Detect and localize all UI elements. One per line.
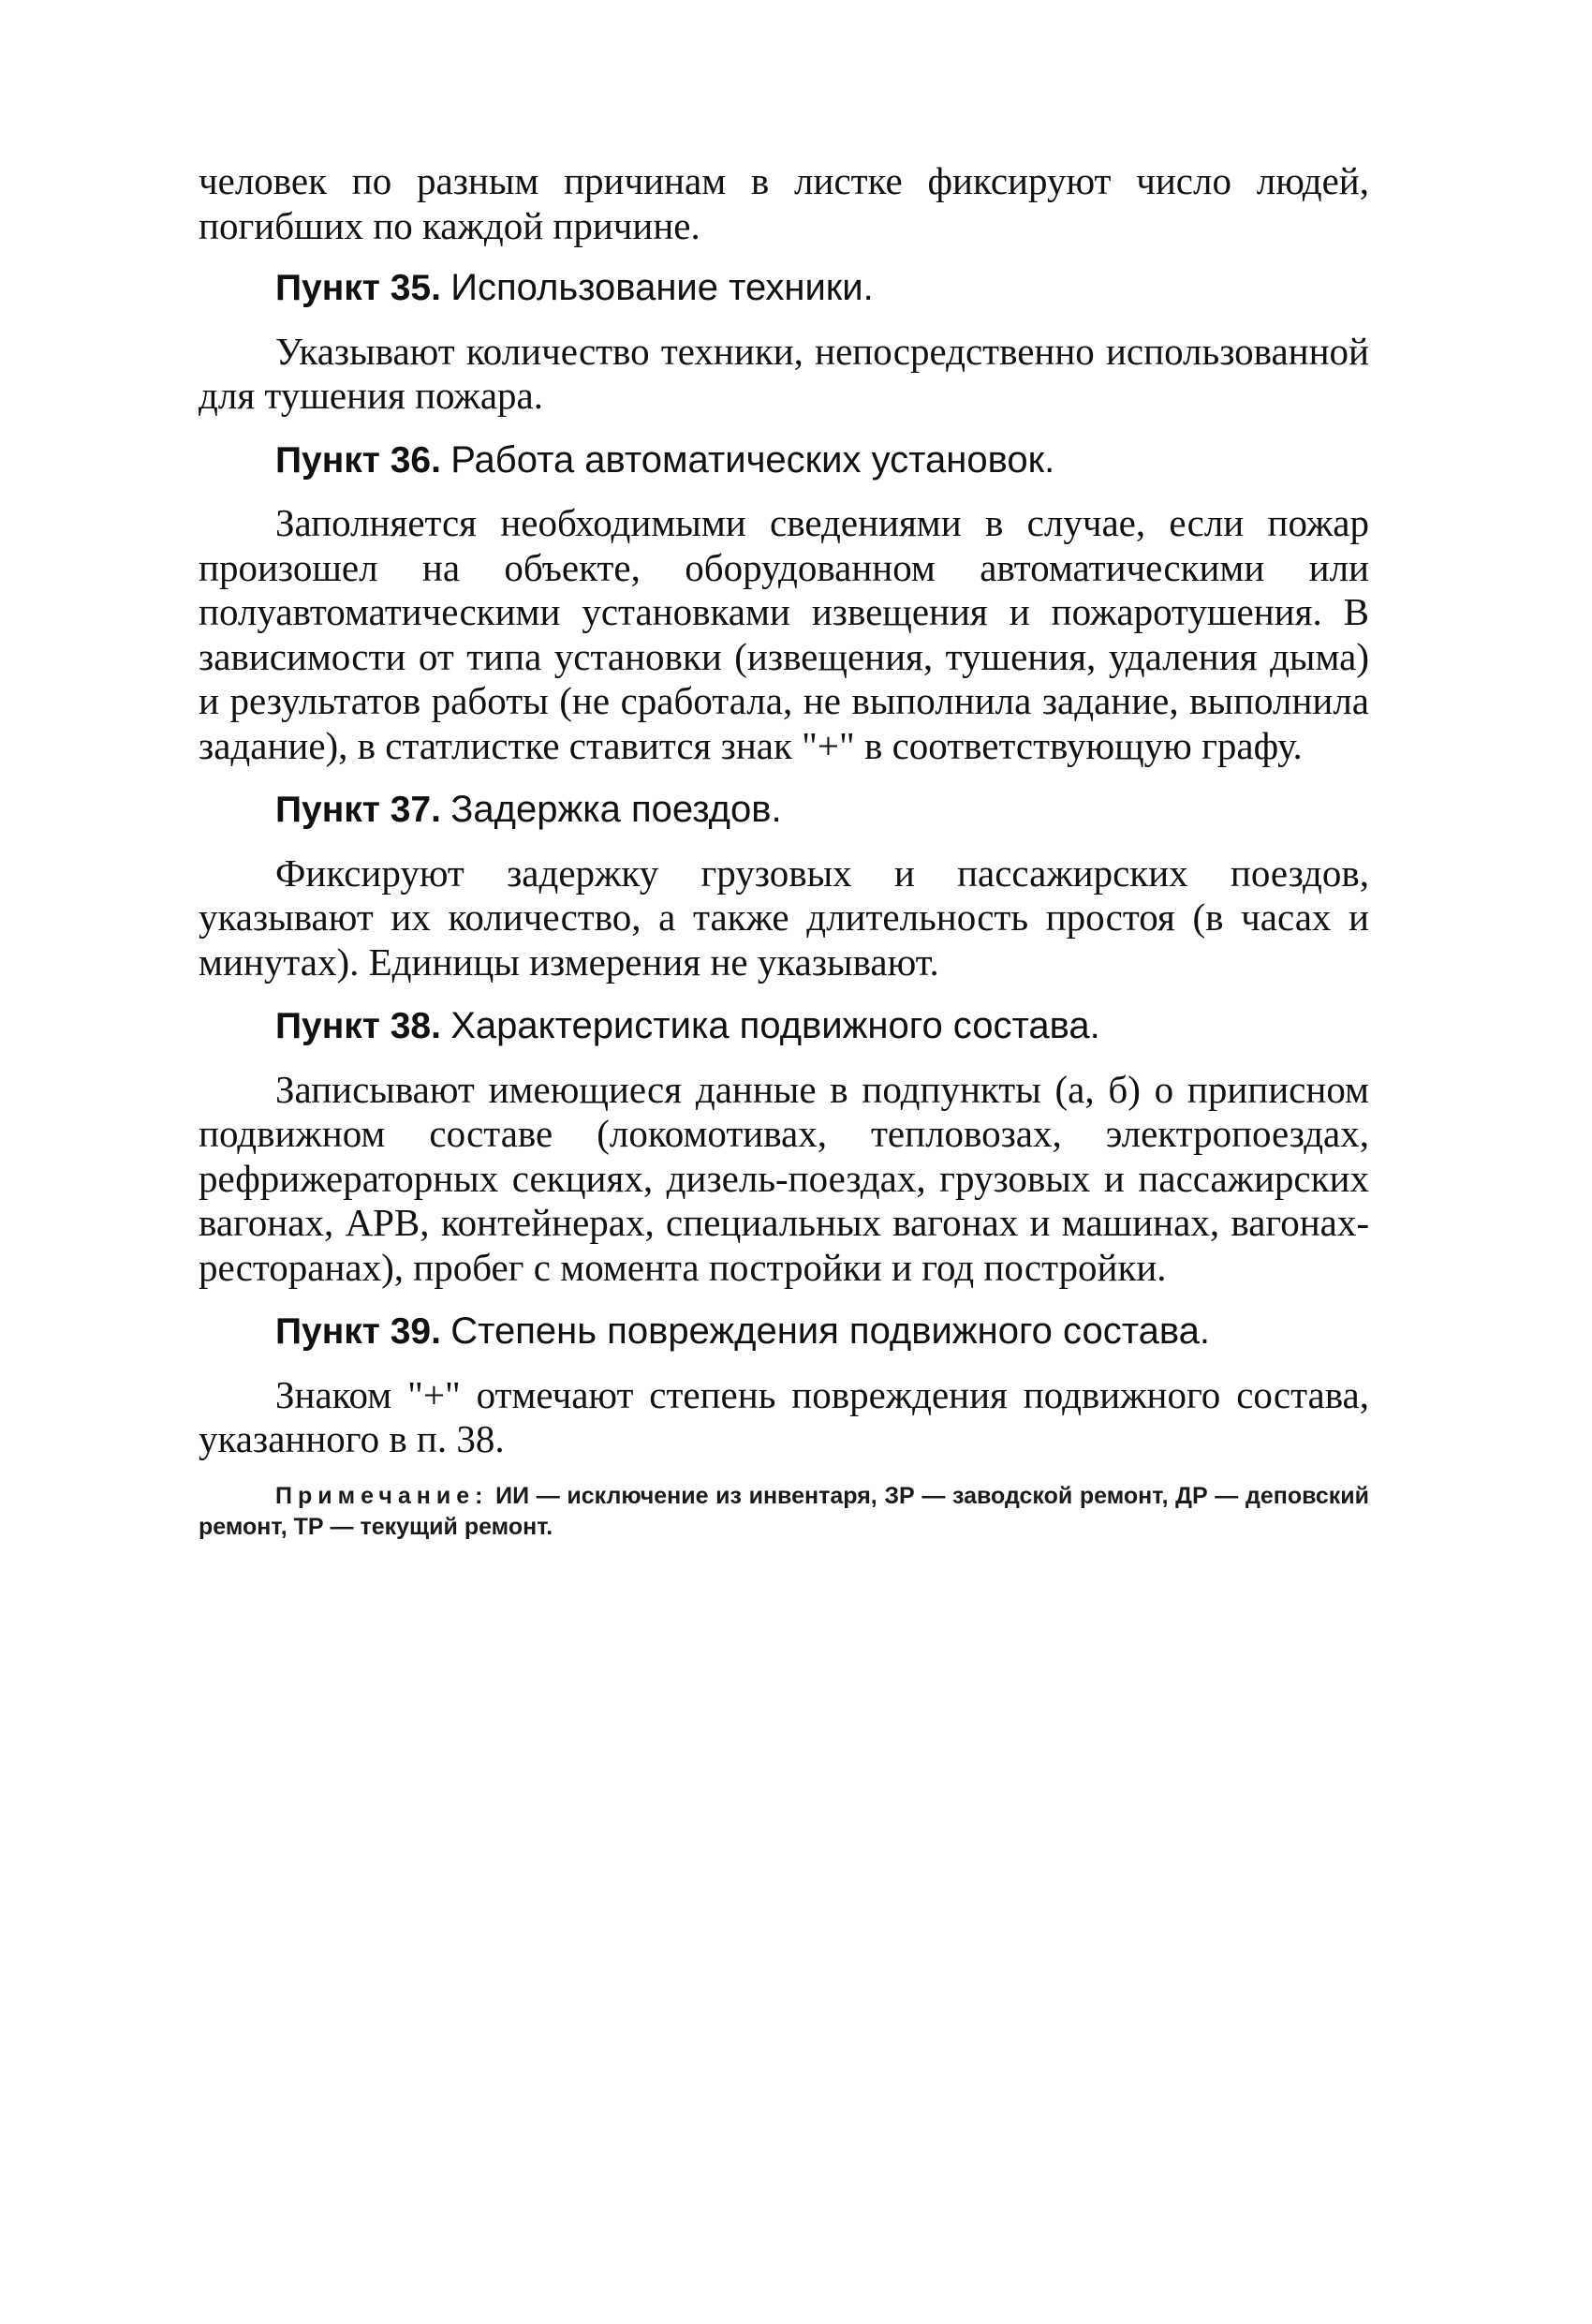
section-body: Указывают количество техники, непосредственно использованной для тушения пожара. [199,329,1369,417]
section-title: Использование техники. [450,267,874,308]
section-heading [199,1003,1369,1049]
section-heading [199,1309,1369,1354]
section-body: Заполняется необходимыми сведениями в случае, если пожар произошел на объекте, оборудованном автоматическими или полуавтоматическими установками извещения и пожаротушения. В зависимости от типа установки (извещения, тушения, удаления дыма) и результатов работы (не сработала, не выполнила задание, выполнила задание), в статлистке ставится знак "+" в соответствующую графу. [199,501,1369,767]
section-number: Пункт 38. [275,1006,441,1046]
section-37 [199,787,1369,984]
section-title: Степень повреждения подвижного состава. [450,1310,1211,1352]
footnote-text: ИИ — исключение из инвентаря, ЗР — заводской ремонт, ДР — деповский ремонт, ТР — текущий ремонт. [199,1482,1369,1540]
section-heading [199,787,1369,833]
section-36 [199,437,1369,769]
section-body: Знаком "+" отмечают степень повреждения подвижного состава, указанного в п. 38. [199,1372,1369,1460]
document-page [199,159,1369,1566]
section-heading [199,437,1369,483]
section-title: Задержка поездов. [450,789,782,830]
section-body: Фиксируют задержку грузовых и пассажирских поездов, указывают их количество, а также длительность простоя (в часах и минутах). Единицы измерения не указывают. [199,851,1369,984]
section-35 [199,265,1369,419]
section-number: Пункт 37. [275,790,441,830]
section-number: Пункт 36. [275,439,441,481]
section-number: Пункт 39. [275,1311,441,1352]
footnote [199,1481,1369,1543]
section-heading [199,265,1369,311]
section-38 [199,1003,1369,1290]
intro-paragraph: человек по разным причинам в листке фиксируют число людей, погибших по каждой причине. [199,159,1369,247]
section-title: Характеристика подвижного состава. [450,1005,1100,1046]
section-body: Записывают имеющиеся данные в подпункты (а, б) о приписном подвижном составе (локомотивах, тепловозах, электропоездах, рефрижераторных секциях, дизель-поездах, грузовых и пассажирских вагонах, АРВ, контейнерах, специальных вагонах и машинах, вагонах-ресторанах), пробег с момента постройки и год постройки. [199,1067,1369,1289]
section-number: Пункт 35. [275,268,441,308]
footnote-label: Примечание: [275,1482,489,1509]
section-title: Работа автоматических установок. [450,438,1055,481]
section-39 [199,1309,1369,1462]
